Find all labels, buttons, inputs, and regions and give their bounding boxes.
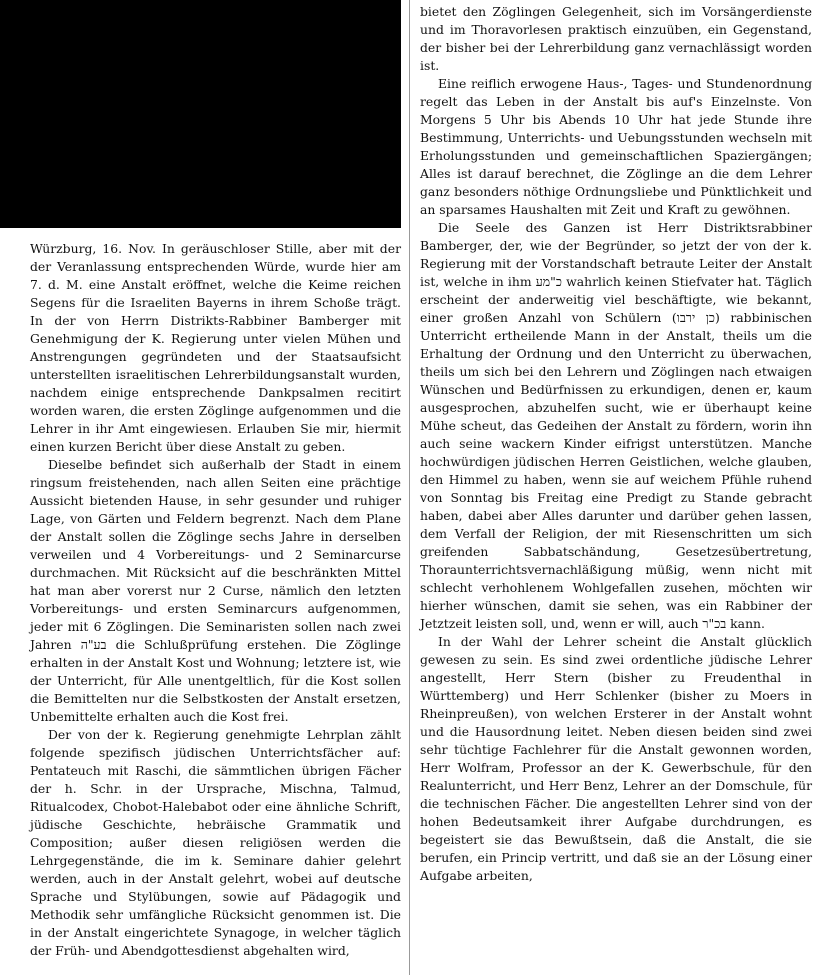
paragraph: Der von der k. Regierung genehmigte Lehrplan zählt folgende spezifisch jüdischen Unterrichtsfächer auf: Pentateuch mit Raschi, die sämmtlichen übrigen Fächer der h. Schr. in der Ursprache, Mischna, Talmud, Ritualcodex, Chobot-Halebabot oder eine ähnliche Schrift, jüdische Geschichte, hebräische Grammatik und Composition; außer diesen religiösen werden die Lehrgegenstände, die im k. Seminare dahier gelehrt werden, auch in der Anstalt gelehrt, wobei auf deutsche Sprache und Stylübungen, sowie auf Pädagogik und Methodik sehr umfängliche Rücksicht genommen ist. Die in der Anstalt eingerichtete Synagoge, in welcher täglich der Früh- und Abendgottesdienst abgehalten wird, — [30, 727, 401, 958]
column-divider — [409, 0, 410, 975]
paragraph: Würzburg, 16. Nov. In geräuschloser Stille, aber mit der der Veranlassung entsprechenden Würde, wurde hier am 7. d. M. eine Anstalt eröffnet, welche die Keime reichen Segens für die Israeliten Bayerns in ihrem Schoße trägt. In der von Herrn Distrikts-Rabbiner Bamberger mit Genehmigung der K. Regierung unter vielen Mühen und Anstrengungen gegründeten und der Staatsaufsicht unterstellten israelitischen Lehrerbildungsanstalt wurden, nachdem einige entsprechende Dankpsalmen recitirt worden waren, die ersten Zöglinge aufgenommen und die Lehrer in ihr Amt eingewiesen. Erlauben Sie mir, hiermit einen kurzen Bericht über diese Anstalt zu geben. — [30, 241, 401, 454]
paragraph: bietet den Zöglingen Gelegenheit, sich im Vorsängerdienste und im Thoravorlesen praktisch einzuüben, ein Gegenstand, der bisher bei der Lehrerbildung ganz vernachlässigt worden ist. — [420, 4, 812, 73]
left-column — [30, 0, 401, 975]
paragraph: In der Wahl der Lehrer scheint die Anstalt glücklich gewesen zu sein. Es sind zwei ordentliche jüdische Lehrer angestellt, Herr Stern (bisher zu Freudenthal in Württemberg) und Herr Schlenker (bisher zu Moers in Rheinpreußen), von welchen Ersterer in der Anstalt wohnt und die Hausordnung leitet. Neben diesen beiden sind zwei sehr tüchtige Fachlehrer für die Anstalt gewonnen worden, Herr Wolfram, Professor an der K. Gewerbschule, für den Realunterricht, und Herr Benz, Lehrer an der Domschule, für die technischen Fächer. Die angestellten Lehrer sind von der hohen Bedeutsamkeit ihrer Aufgabe durchdrungen, es begeistert sie das Bewußtsein, daß die Anstalt, die sie berufen, ein Princip vertritt, und daß sie an der Lösung einer Aufgabe arbeiten, — [420, 634, 812, 883]
right-column — [420, 0, 812, 975]
paragraph: Die Seele des Ganzen ist Herr Distriktsrabbiner Bamberger, der, wie der Begründer, so jetzt der von der k. Regierung mit der Vorstandschaft betraute Leiter der Anstalt ist, welche in ihm כ"מע wahrlich keinen Stiefvater hat. Täglich erscheint der anderweitig viel beschäftigte, wie bekannt, einer großen Anzahl von Schülern (כן ירבו) rabbinischen Unterricht ertheilende Mann in der Anstalt, theils um die Erhaltung der Ordnung und den Unterricht zu überwachen, theils um sich bei den Lehrern und Zöglingen nach etwaigen Wünschen und Bedürfnissen zu erkundigen, denen er, kaum ausgesprochen, abzuhelfen sucht, wie er überhaupt keine Mühe scheut, das Gedeihen der Anstalt zu fördern, worin ihn auch seine wackern Kinder eifrigst unterstützen. Manche hochwürdigen jüdischen Herren Geistlichen, welche glauben, den Himmel zu haben, wenn sie auf weichem Pfühle ruhend von Sonntag bis Freitag eine Predigt zu Stande gebracht haben, dabei aber Alles darunter und darüber gehen lassen, dem Verfall der Religion, der mit Riesenschritten um sich greifenden Sabbatschändung, Gesetzesübertretung, Thoraunterrichtsvernachläßigung müßig, wenn nicht mit schlecht verhohlenem Wohlgefallen zusehen, möchten wir hierher wünschen, damit sie sehen, was ein Rabbiner der Jetztzeit leisten soll, und, wenn er will, auch בכ"ר kann. — [420, 220, 813, 631]
paragraph: Dieselbe befindet sich außerhalb der Stadt in einem ringsum freistehenden, nach allen Seiten eine prächtige Aussicht bietenden Hause, in sehr gesunder und ruhiger Lage, von Gärten und Feldern begrenzt. Nach dem Plane der Anstalt sollen die Zöglinge sechs Jahre in derselben verweilen und 4 Vorbereitungs- und 2 Seminarcurse durchmachen. Mit Rücksicht auf die beschränkten Mittel hat man aber vorerst nur 2 Curse, nämlich den letzten Vorbereitungs- und ersten Seminarcurs aufgenommen, jeder mit 6 Zöglingen. Die Seminaristen sollen nach zwei Jahren בע"ה die Schlußprüfung erstehen. Die Zöglinge erhalten in der Anstalt Kost und Wohnung; letztere ist, wie der Unterricht, für Alle unentgeltlich, für die Kost sollen die Bemittelten nur die Selbstkosten der Anstalt ersetzen, Unbemittelte erhalten auch die Kost frei. — [30, 457, 401, 724]
paragraph: Eine reiflich erwogene Haus-, Tages- und Stundenordnung regelt das Leben in der Anstalt bis auf's Einzelnste. Von Morgens 5 Uhr bis Abends 10 Uhr hat jede Stunde ihre Bestimmung, Unterrichts- und Uebungsstunden wechseln mit Erholungsstunden und gemeinschaftlichen Spaziergängen; Alles ist darauf berechnet, die Zöglinge an die dem Lehrer ganz besonders nöthige Ordnungsliebe und Pünktlichkeit und an sparsames Haushalten mit Zeit und Kraft zu gewöhnen. — [420, 76, 812, 217]
